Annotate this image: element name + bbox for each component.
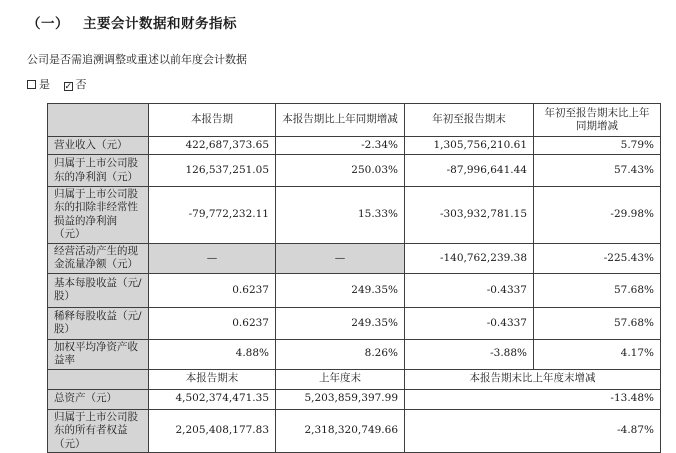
col-header: 本报告期比上年同期增减 <box>276 104 405 137</box>
table-row <box>48 243 661 273</box>
cell-value: -303,932,781.15 <box>405 187 534 244</box>
table-row <box>48 137 661 155</box>
cell-value: -0.4337 <box>405 273 534 307</box>
checkbox-unchecked-icon <box>27 80 36 89</box>
row-label: 归属于上市公司股东的所有者权益（元） <box>48 409 149 452</box>
cell-value: 0.6237 <box>149 307 276 339</box>
cell-value: -79,772,232.11 <box>149 187 276 244</box>
cell-value: 2,205,408,177.83 <box>149 409 276 452</box>
col-header: 年初至报告期末比上年同期增减 <box>534 104 661 137</box>
restatement-options <box>27 76 660 92</box>
cell-value: 5,203,859,397.99 <box>276 389 405 409</box>
cell-value: 422,687,373.65 <box>149 137 276 155</box>
cell-value: -0.4337 <box>405 307 534 339</box>
cell-value: -87,996,641.44 <box>405 155 534 187</box>
section-title <box>27 12 660 32</box>
cell-value: 249.35% <box>276 307 405 339</box>
financial-indicators-table <box>47 103 661 453</box>
cell-value: -13.48% <box>405 389 661 409</box>
col-header: 本报告期末比上年度末增减 <box>405 369 661 389</box>
row-label: 稀释每股收益（元/股） <box>48 307 149 339</box>
cell-value: 4,502,374,471.35 <box>149 389 276 409</box>
cell-value: 249.35% <box>276 273 405 307</box>
cell-value: 4.17% <box>534 339 661 369</box>
checkbox-no[interactable] <box>64 78 87 91</box>
row-label: 归属于上市公司股东的扣除非经常性损益的净利润（元） <box>48 187 149 244</box>
cell-value: 5.79% <box>534 137 661 155</box>
checkbox-no-label: 否 <box>75 78 87 91</box>
corner-cell <box>48 369 149 389</box>
checkbox-yes-label: 是 <box>39 78 50 91</box>
cell-value-empty: — <box>276 243 405 273</box>
cell-value: 250.03% <box>276 155 405 187</box>
section-number: （一） <box>27 16 69 32</box>
table-row <box>48 389 661 409</box>
row-label: 经营活动产生的现金流量净额（元） <box>48 243 149 273</box>
cell-value: -3.88% <box>405 339 534 369</box>
balance-header-row <box>48 369 661 389</box>
cell-value: 8.26% <box>276 339 405 369</box>
cell-value-empty: — <box>149 243 276 273</box>
checkbox-yes[interactable] <box>27 78 54 91</box>
section-title-text: 主要会计数据和财务指标 <box>83 16 237 32</box>
col-header: 年初至报告期末 <box>405 104 534 137</box>
cell-value: -140,762,239.38 <box>405 243 534 273</box>
cell-value: -225.43% <box>534 243 661 273</box>
checkbox-checked-icon: ✓ <box>64 82 73 92</box>
cell-value: 57.68% <box>534 307 661 339</box>
col-header: 本报告期 <box>149 104 276 137</box>
period-header-row <box>48 104 661 137</box>
col-header: 本报告期末 <box>149 369 276 389</box>
restatement-question: 公司是否需追溯调整或重述以前年度会计数据 <box>27 53 247 66</box>
row-label: 加权平均净资产收益率 <box>48 339 149 369</box>
row-label: 总资产（元） <box>48 389 149 409</box>
cell-value: 57.68% <box>534 273 661 307</box>
cell-value: -2.34% <box>276 137 405 155</box>
cell-value: -29.98% <box>534 187 661 244</box>
cell-value: 126,537,251.05 <box>149 155 276 187</box>
col-header: 上年度末 <box>276 369 405 389</box>
table-row <box>48 339 661 369</box>
cell-value: -4.87% <box>405 409 661 452</box>
table-row <box>48 187 661 244</box>
cell-value: 1,305,756,210.61 <box>405 137 534 155</box>
cell-value: 2,318,320,749.66 <box>276 409 405 452</box>
cell-value: 4.88% <box>149 339 276 369</box>
corner-cell <box>48 104 149 137</box>
row-label: 营业收入（元） <box>48 137 149 155</box>
row-label: 归属于上市公司股东的净利润（元） <box>48 155 149 187</box>
cell-value: 57.43% <box>534 155 661 187</box>
table-row <box>48 307 661 339</box>
cell-value: 0.6237 <box>149 273 276 307</box>
table-row <box>48 273 661 307</box>
cell-value: 15.33% <box>276 187 405 244</box>
row-label: 基本每股收益（元/股） <box>48 273 149 307</box>
table-row <box>48 155 661 187</box>
table-row <box>48 409 661 452</box>
